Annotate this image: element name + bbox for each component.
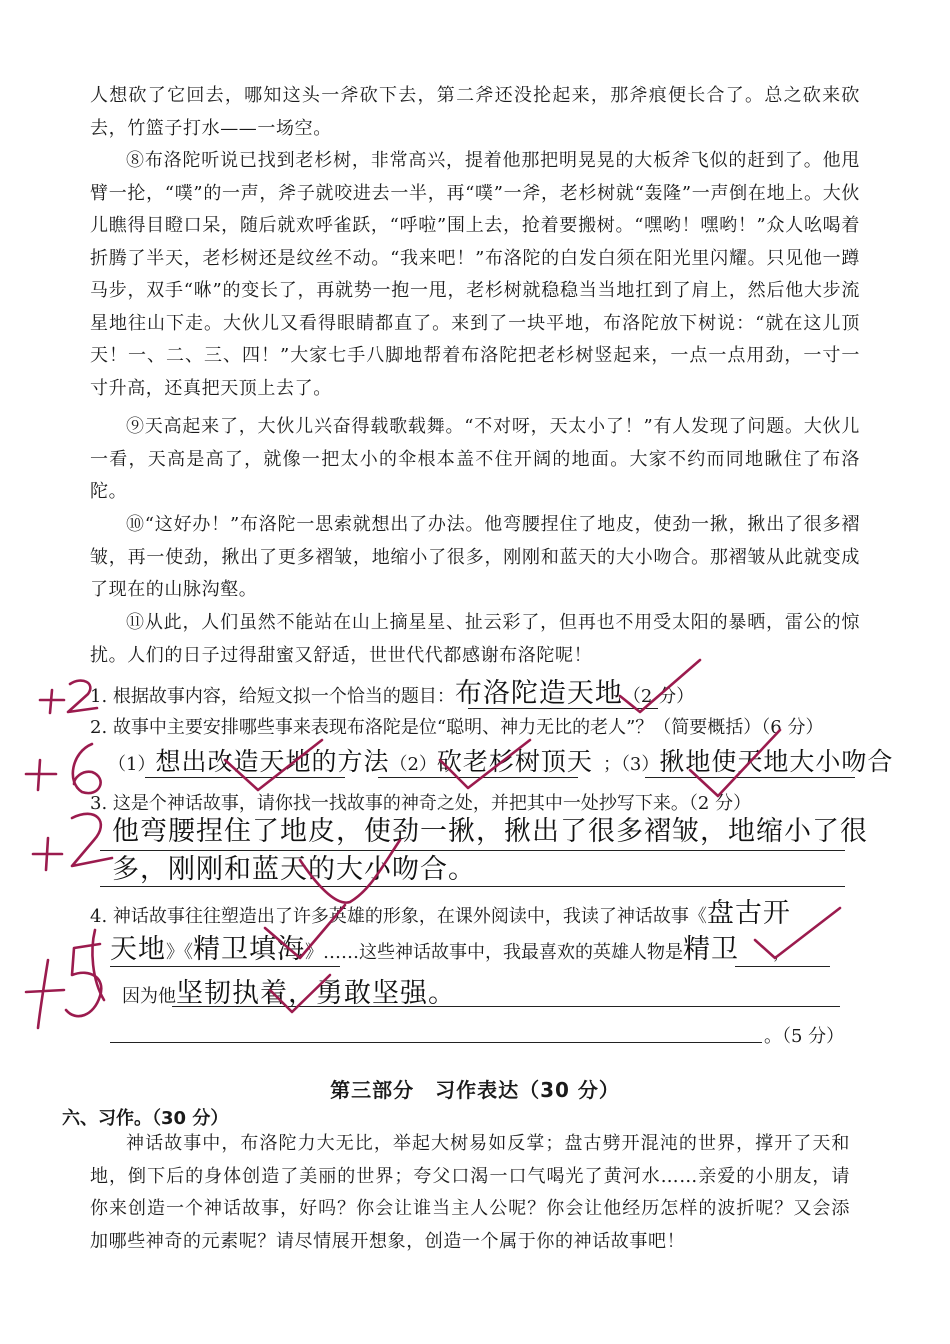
question-4-reason[interactable]: 坚韧执着，勇敢坚强。 [176, 978, 456, 1009]
question-4-line-1 [90, 900, 791, 931]
question-2-answer-2[interactable]: 砍老杉树顶天 [436, 747, 593, 776]
grade-plus-icon [33, 838, 62, 870]
answer-underline [110, 966, 340, 967]
grade-digit-2-icon [72, 814, 112, 866]
question-2-text: 2. 故事中主要安排哪些事来表现布洛陀是位“聪明、神力无比的老人”？（简要概括）（6 分） [90, 717, 824, 738]
answer-underline [645, 777, 855, 778]
question-1-answer[interactable]: 布洛陀造天地 [454, 678, 623, 709]
answer-underline [735, 966, 830, 967]
question-2-answer-1[interactable]: 想出改造天地的方法 [155, 747, 390, 776]
question-4-line-2 [110, 936, 791, 967]
answer-underline [172, 1006, 840, 1007]
question-4-book-2[interactable]: 精卫填海 [193, 934, 305, 965]
grade-digit-5-icon [66, 944, 101, 1016]
question-3-text: 3. 这是个神话故事，请你找一找故事的神奇之处，并把其中一处抄写下来。（2 分） [90, 793, 752, 814]
q2-num-2: （2） [389, 754, 437, 775]
question-4-text-2: 》……这些神话故事中，我最喜欢的英雄人物是 [305, 942, 683, 963]
question-1-text: 1. 根据故事内容，给短文拟一个恰当的题目： [90, 686, 455, 707]
grade-digit-6-icon [73, 744, 101, 793]
question-4-because: 因为他 [122, 986, 176, 1007]
question-3-answer-line-1[interactable]: 他弯腰捏住了地皮，使劲一揪，揪出了很多褶皱，地缩小了很 [112, 816, 868, 847]
grade-plus-icon [26, 960, 64, 1028]
passage-paragraph-continued: 人想砍了它回去，哪知这头一斧砍下去，第二斧还没抡起来，那斧痕便长合了。总之砍来砍去，竹篮子打水——一场空。 [90, 85, 860, 139]
passage-paragraph-11: ⑪从此，人们虽然不能站在山上摘星星、扯云彩了，但再也不用受太阳的暴晒，雷公的惊扰。人们的日子过得甜蜜又舒适，世世代代都感谢布洛陀呢！ [90, 612, 860, 666]
answer-underline [100, 850, 845, 851]
question-4-book-1-part-2[interactable]: 天地 [110, 934, 166, 965]
passage-paragraph-8: ⑧布洛陀听说已找到老杉树，非常高兴，提着他那把明晃晃的大板斧飞似的赶到了。他甩臂一抡，“噗”的一声，斧子就咬进去一半，再“噗”一斧，老杉树就“轰隆”一声倒在地上。大伙儿瞧得目瞪口呆，随后就欢呼雀跃，“呼啦”围上去，抢着要搬树。“嘿哟！嘿哟！”众人吆喝着折腾了半天，老杉树还是纹丝不动。“我来吧！”布洛陀的白发白须在阳光里闪耀。只见他一蹲马步，双手“咻”的变长了，再就势一抱一甩，老杉树就稳稳当当地扛到了肩上，然后他大步流星地往山下走。大伙儿又看得眼睛都直了。来到了一块平地，布洛陀放下树说：“就在这儿顶天！一、二、三、四！”大家七手八脚地帮着布洛陀把老杉树竖起来，一点一点用劲，一寸一寸升高，还真把天顶上去了。 [90, 150, 860, 399]
section-3-title: 第三部分 习作表达（30 分） [330, 1078, 620, 1102]
question-2-answers [108, 748, 893, 779]
question-3-answer-line-2[interactable]: 多，刚刚和蓝天的大小吻合。 [112, 854, 476, 885]
question-1 [90, 680, 694, 711]
passage-paragraph-10: ⑩“这好办！”布洛陀一思索就想出了办法。他弯腰捏住了地皮，使劲一揪，揪出了很多褶皱，再一使劲，揪出了更多褶皱，地缩小了很多，刚刚和蓝天的大小吻合。那褶皱从此就变成了现在的山脉沟壑。 [90, 514, 860, 600]
q2-num-1: （1） [108, 754, 156, 775]
answer-underline [110, 1042, 762, 1043]
q2-num-3: （3） [620, 754, 660, 775]
answer-underline [145, 777, 345, 778]
question-4-mid: 》《 [166, 942, 193, 963]
answer-underline [378, 777, 578, 778]
writing-prompt: 神话故事中，布洛陀力大无比，举起大树易如反掌；盘古劈开混沌的世界，撑开了天和地，倒下后的身体创造了美丽的世界；夸父口渴一口气喝光了黄河水……亲爱的小朋友，请你来创造一个神话故事，好吗？你会让谁当主人公呢？你会让他经历怎样的波折呢？又会添加哪些神奇的元素呢？请尽情展开想象，创造一个属于你的神话故事吧！ [90, 1133, 850, 1252]
passage-paragraph-9: ⑨天高起来了，大伙儿兴奋得载歌载舞。“不对呀，天太小了！”有人发现了问题。大伙儿一看，天高是高了，就像一把太小的伞根本盖不住开阔的地面。大家不约而同地瞅住了布洛陀。 [90, 416, 860, 502]
question-4-book-1-part-1[interactable]: 盘古开 [706, 898, 791, 929]
question-4-comma: ， [773, 942, 791, 963]
answer-underline [100, 886, 845, 887]
question-1-score: （2 分） [622, 686, 695, 707]
grade-plus-icon [40, 690, 64, 713]
grade-plus-icon [26, 760, 56, 790]
question-2-answer-3[interactable]: 揪地使天地大小吻合 [659, 747, 894, 776]
question-4-end: 。（5 分） [764, 1026, 845, 1047]
section-6-title: 六、习作。（30 分） [62, 1108, 229, 1129]
question-4-hero[interactable]: 精卫 [683, 934, 739, 965]
q2-sep: ； [602, 754, 621, 775]
bracket-mark-icon [92, 930, 104, 1000]
answer-underline [468, 708, 658, 709]
question-4-text: 4. 神话故事往往塑造出了许多英雄的形象，在课外阅读中，我读了神话故事《 [90, 906, 707, 927]
